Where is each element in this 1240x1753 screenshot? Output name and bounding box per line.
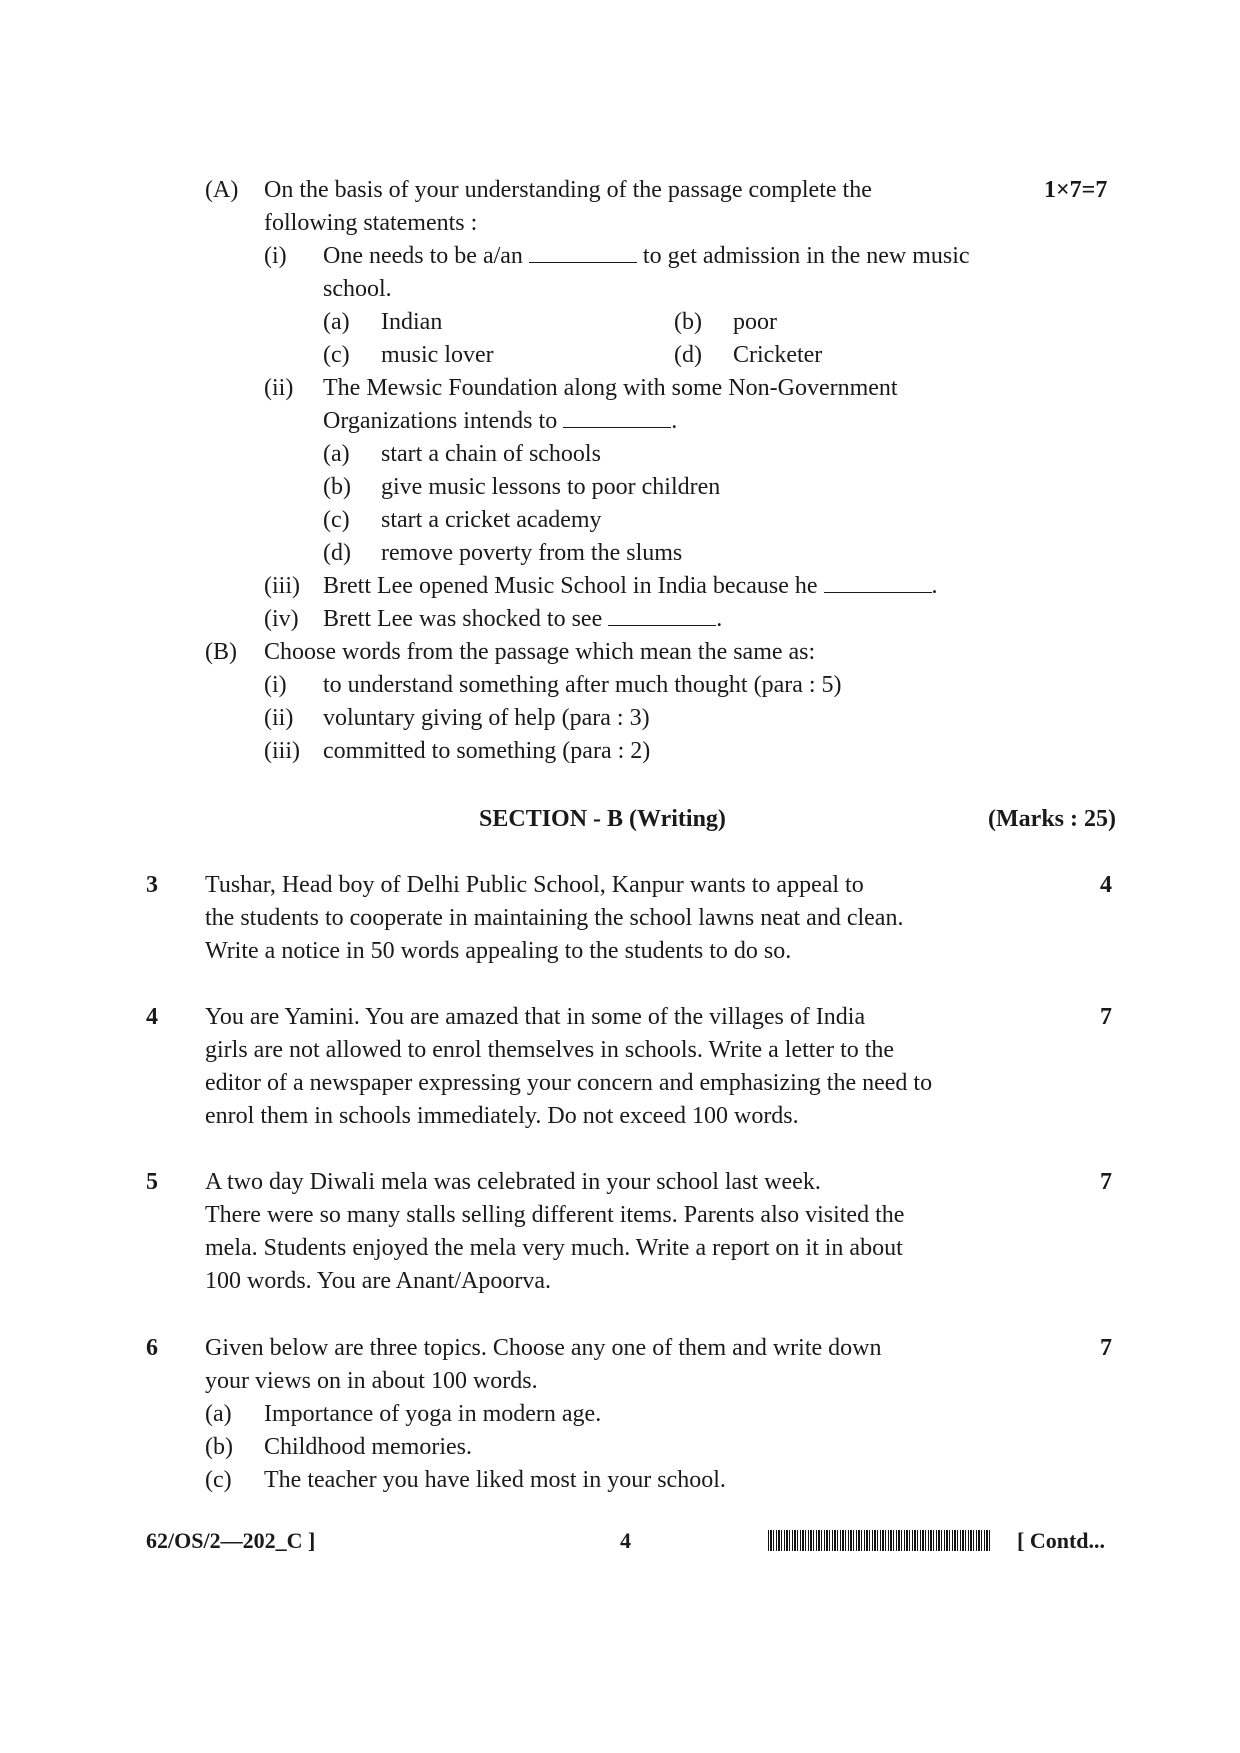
part-b-item-text: to understand something after much thought (para : 5) — [323, 672, 842, 698]
part-a-intro-line2: following statements : — [264, 210, 478, 236]
question-line: editor of a newspaper expressing your concern and emphasizing the need to — [205, 1070, 933, 1096]
part-b-item-text: voluntary giving of help (para : 3) — [323, 705, 650, 731]
page-number: 4 — [620, 1528, 631, 1553]
part-a-label: (A) — [205, 177, 239, 203]
q3-num: (iii) — [264, 573, 300, 599]
q1-line2: school. — [323, 276, 392, 302]
question-number: 3 — [146, 872, 158, 898]
part-a-marks: 1×7=7 — [1044, 177, 1108, 203]
q2-option-label: (a) — [323, 441, 350, 467]
question-line: Given below are three topics. Choose any one of them and write down — [205, 1335, 882, 1361]
question-marks: 7 — [1100, 1169, 1112, 1195]
q1-line1 — [323, 244, 970, 268]
q2-option-text: start a cricket academy — [381, 507, 602, 533]
fill-blank — [529, 244, 637, 263]
topic-text: Childhood memories. — [264, 1434, 472, 1460]
part-b-item-num: (iii) — [264, 738, 300, 764]
question-line: your views on in about 100 words. — [205, 1368, 538, 1394]
q1-option-label: (b) — [674, 309, 702, 335]
q4-line: Brett Lee was shocked to see . — [323, 606, 723, 632]
q2-num: (ii) — [264, 375, 294, 401]
question-line: girls are not allowed to enrol themselves in schools. Write a letter to the — [205, 1037, 895, 1063]
section-marks: (Marks : 25) — [988, 806, 1116, 832]
question-line: 100 words. You are Anant/Apoorva. — [205, 1268, 551, 1294]
question-line: the students to cooperate in maintaining the school lawns neat and clean. — [205, 905, 904, 931]
topic-label: (b) — [205, 1434, 233, 1460]
part-b-intro: Choose words from the passage which mean the same as: — [264, 639, 816, 665]
topic-label: (c) — [205, 1467, 232, 1493]
q2-option-text: give music lessons to poor children — [381, 474, 721, 500]
fill-blank — [824, 574, 932, 593]
q1-option-label: (c) — [323, 342, 350, 368]
question-line: You are Yamini. You are amazed that in some of the villages of India — [205, 1004, 866, 1030]
q1-option-label: (a) — [323, 309, 350, 335]
q2-option-label: (b) — [323, 474, 351, 500]
q3-text: Brett Lee opened Music School in India because he — [323, 573, 818, 599]
topic-text: The teacher you have liked most in your school. — [264, 1467, 726, 1493]
question-line: Tushar, Head boy of Delhi Public School, Kanpur wants to appeal to — [205, 872, 864, 898]
paper-code: 62/OS/2—202_C ] — [146, 1528, 316, 1553]
question-line: There were so many stalls selling different items. Parents also visited the — [205, 1202, 905, 1228]
part-b-item-text: committed to something (para : 2) — [323, 738, 651, 764]
q1-option-text: Cricketer — [733, 342, 823, 368]
question-number: 6 — [146, 1335, 158, 1361]
q2-line1: The Mewsic Foundation along with some Non-Government — [323, 375, 898, 401]
q2-option-text: remove poverty from the slums — [381, 540, 683, 566]
part-b-item-num: (ii) — [264, 705, 294, 731]
section-title: SECTION - B (Writing) — [479, 806, 726, 832]
q1-num: (i) — [264, 243, 287, 269]
topic-text: Importance of yoga in modern age. — [264, 1401, 602, 1427]
question-marks: 7 — [1100, 1335, 1112, 1361]
fill-blank — [563, 409, 671, 428]
q4-text: Brett Lee was shocked to see — [323, 606, 603, 632]
question-number: 4 — [146, 1004, 158, 1030]
q1-option-label: (d) — [674, 342, 702, 368]
q1-option-text: music lover — [381, 342, 494, 368]
contd-label: [ Contd... — [1017, 1528, 1106, 1553]
question-line: Write a notice in 50 words appealing to the students to do so. — [205, 938, 792, 964]
fill-blank — [608, 607, 716, 626]
question-line: mela. Students enjoyed the mela very much. Write a report on it in about — [205, 1235, 903, 1261]
part-a-intro-line1: On the basis of your understanding of the passage complete the — [264, 177, 872, 203]
topic-label: (a) — [205, 1401, 232, 1427]
q2-text: Organizations intends to — [323, 408, 558, 434]
q2-option-label: (d) — [323, 540, 351, 566]
question-marks: 7 — [1100, 1004, 1112, 1030]
question-marks: 4 — [1100, 872, 1112, 898]
question-line: A two day Diwali mela was celebrated in your school last week. — [205, 1169, 821, 1195]
q1-text-b: to get admission in the new music — [642, 243, 970, 269]
part-b-item-num: (i) — [264, 672, 287, 698]
q2-option-label: (c) — [323, 507, 350, 533]
barcode — [768, 1530, 990, 1551]
part-b-label: (B) — [205, 639, 237, 665]
q2-option-text: start a chain of schools — [381, 441, 601, 467]
q1-text-a: One needs to be a/an — [323, 243, 523, 269]
q1-option-text: poor — [733, 309, 777, 335]
q2-line2: Organizations intends to . — [323, 408, 678, 434]
q1-option-text: Indian — [381, 309, 443, 335]
question-line: enrol them in schools immediately. Do not exceed 100 words. — [205, 1103, 799, 1129]
q4-num: (iv) — [264, 606, 299, 632]
question-number: 5 — [146, 1169, 158, 1195]
q3-line: Brett Lee opened Music School in India because he . — [323, 573, 938, 599]
